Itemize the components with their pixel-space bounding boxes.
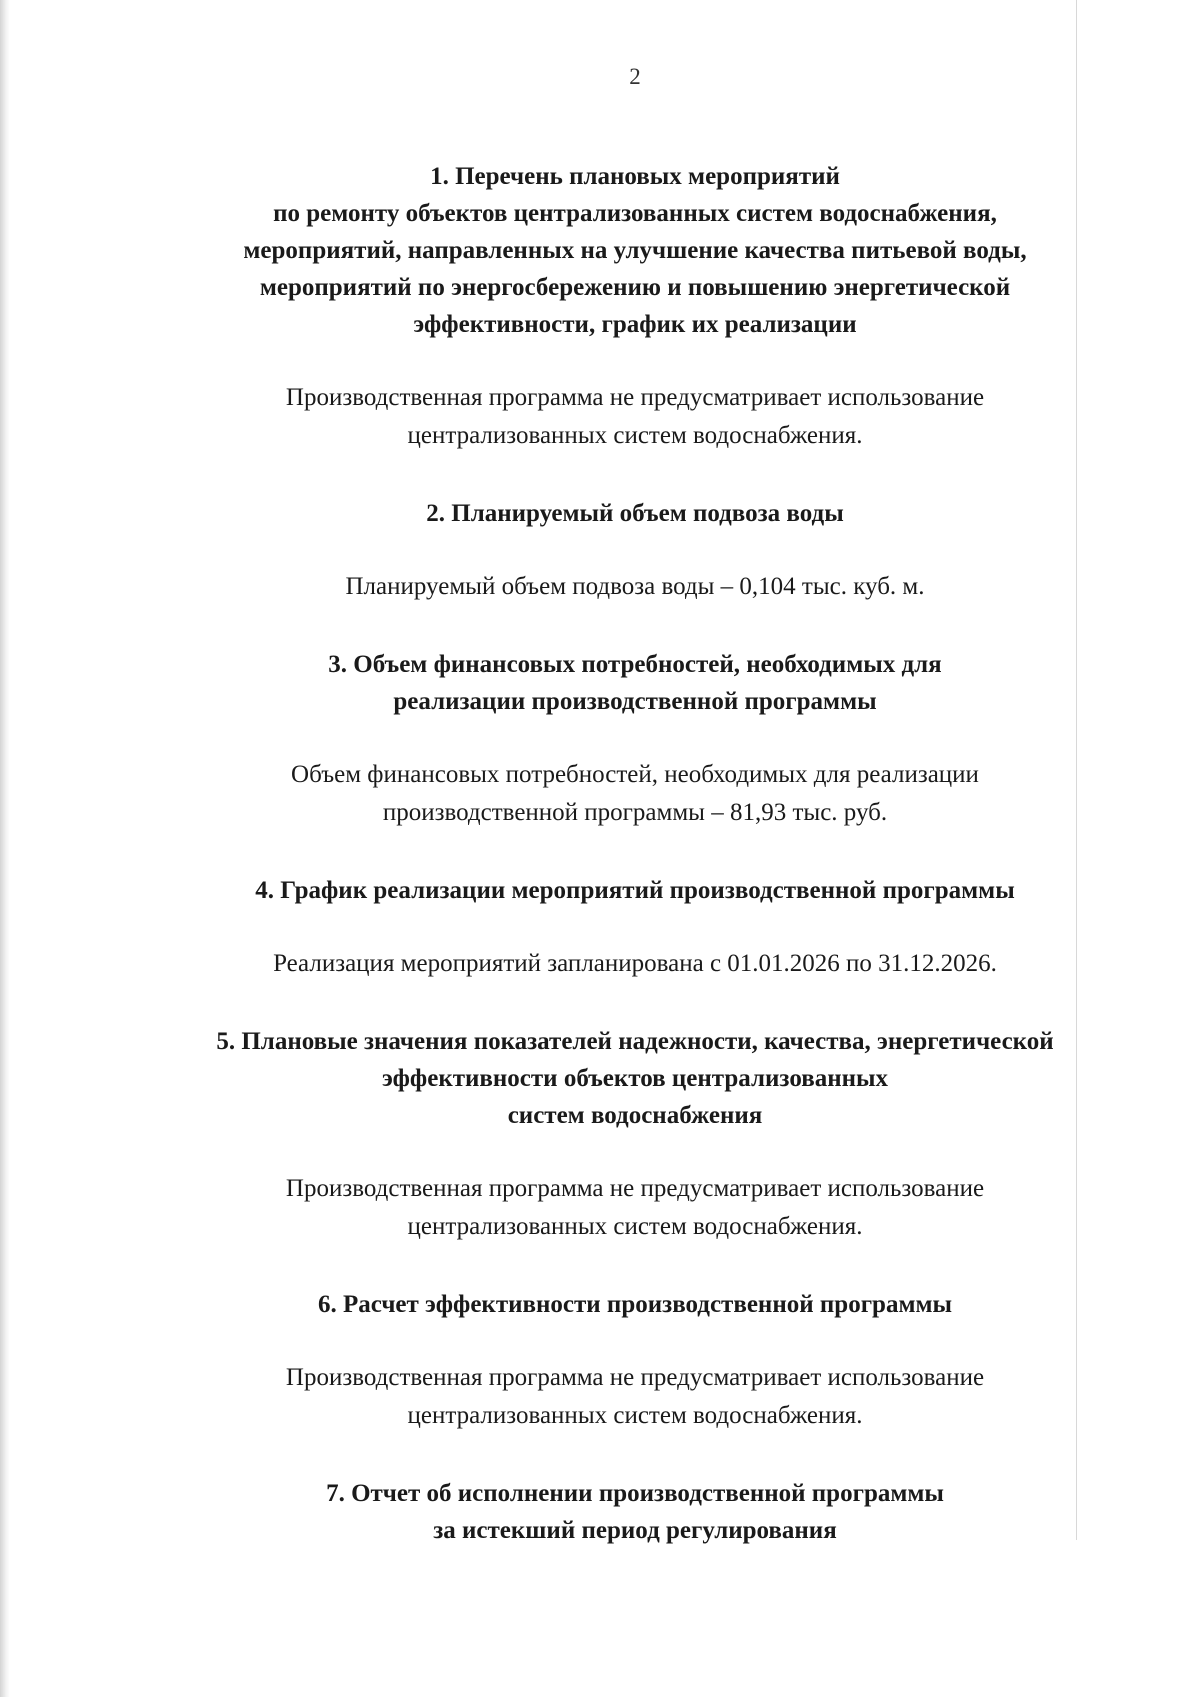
heading-line: 7. Отчет об исполнении производственной программы [326, 1480, 944, 1507]
scan-edge-left [0, 0, 10, 1697]
heading-line: 6. Расчет эффективности производственной программы [317, 1291, 953, 1318]
body-line: Производственная программа не предусматривает использование [285, 1175, 985, 1202]
body-line: централизованных систем водоснабжения. [407, 1402, 863, 1429]
section-3 [140, 646, 1130, 872]
section-2 [140, 495, 1130, 646]
heading-line: 4. График реализации мероприятий производственной программы [255, 877, 1015, 904]
section-6 [140, 1286, 1130, 1475]
body-line: Производственная программа не предусматривает использование [285, 1364, 985, 1391]
heading-line: 1. Перечень плановых мероприятий [430, 163, 840, 190]
heading-line: 5. Плановые значения показателей надежности, качества, энергетической [216, 1028, 1054, 1055]
section-body [140, 1359, 1130, 1435]
section-heading [140, 495, 1130, 532]
heading-line: за истекший период регулирования [433, 1517, 837, 1544]
heading-line: по ремонту объектов централизованных систем водоснабжения, [273, 200, 997, 227]
section-heading [140, 1286, 1130, 1323]
heading-line: систем водоснабжения [507, 1102, 763, 1129]
page-number: 2 [629, 64, 641, 89]
body-line: Реализация мероприятий запланирована с 01.01.2026 по 31.12.2026. [273, 950, 997, 977]
body-line: Производственная программа не предусматривает использование [285, 384, 985, 411]
heading-line: 2. Планируемый объем подвоза воды [426, 500, 844, 527]
section-heading [140, 872, 1130, 909]
document-content [140, 158, 1130, 1549]
body-line: Планируемый объем подвоза воды – 0,104 тыс. куб. м. [345, 573, 925, 600]
section-body [140, 568, 1130, 606]
section-body [140, 945, 1130, 983]
section-body [140, 379, 1130, 455]
section-4 [140, 872, 1130, 1023]
section-heading [140, 158, 1130, 343]
section-5 [140, 1023, 1130, 1286]
section-heading [140, 646, 1130, 720]
section-body [140, 756, 1130, 832]
heading-line: эффективности объектов централизованных [381, 1065, 889, 1092]
heading-line: мероприятий, направленных на улучшение качества питьевой воды, [243, 237, 1027, 264]
body-line: централизованных систем водоснабжения. [407, 1213, 863, 1240]
heading-line: мероприятий по энергосбережению и повышению энергетической [259, 274, 1011, 301]
body-line: Объем финансовых потребностей, необходимых для реализации [291, 761, 979, 788]
heading-line: эффективности, график их реализации [413, 311, 857, 338]
section-body [140, 1170, 1130, 1246]
heading-line: реализации производственной программы [393, 688, 877, 715]
section-1 [140, 158, 1130, 495]
section-heading [140, 1475, 1130, 1549]
section-heading [140, 1023, 1130, 1134]
body-line: производственной программы – 81,93 тыс. руб. [382, 799, 888, 826]
heading-line: 3. Объем финансовых потребностей, необходимых для [328, 651, 942, 678]
section-7 [140, 1475, 1130, 1549]
body-line: централизованных систем водоснабжения. [407, 422, 863, 449]
